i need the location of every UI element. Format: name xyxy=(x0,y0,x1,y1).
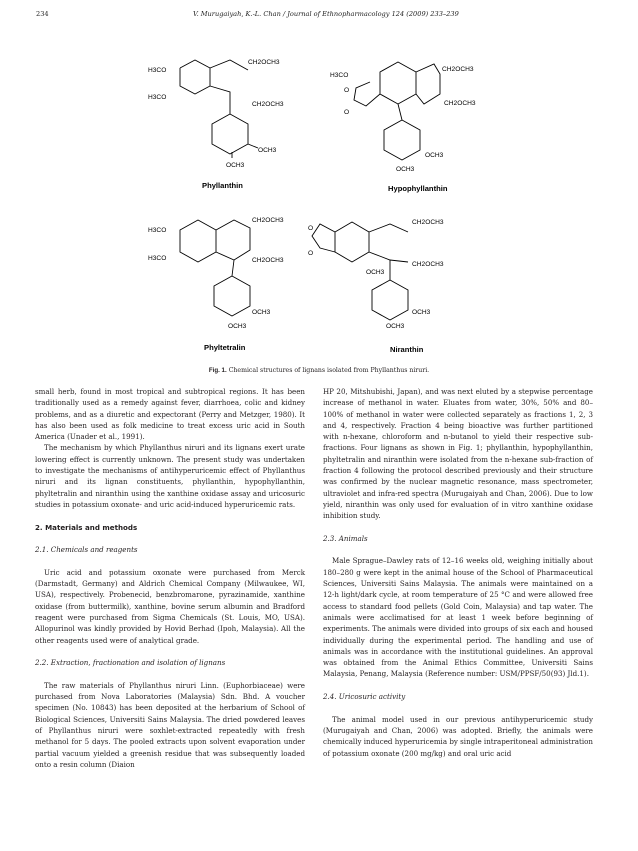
hypophyllanthin-group-7: OCH3 xyxy=(396,166,415,173)
phyllanthin-structure xyxy=(180,60,258,158)
running-header: V. Murugaiyah, K.-L. Chan / Journal of Ethnopharmacology 124 (2009) 233–239 xyxy=(193,10,459,18)
phyllanthin-group-1: H3CO xyxy=(148,67,167,74)
compound-label-hypophyllanthin: Hypophyllanthin xyxy=(388,184,448,193)
niranthin-group-7: OCH3 xyxy=(386,323,405,330)
phyllanthin-group-5: OCH3 xyxy=(258,147,277,154)
section-heading: 2. Materials and methods xyxy=(35,522,138,532)
niranthin-structure xyxy=(312,222,408,320)
niranthin-group-1: O xyxy=(308,225,314,232)
niranthin-group-4: CH2OCH3 xyxy=(412,261,444,268)
caption-label: Fig. 1. xyxy=(208,367,227,374)
hypophyllanthin-group-1: H3CO xyxy=(330,72,349,79)
paragraph: The animal model used in our previous antihyperuricemic study (Murugaiyah and Chan, 2006) was adopted. Briefly, the animals were chemically induced hyperuricemia by single intraperitoneal administration of potassium oxonate (200 mg/kg) and oral uric acid xyxy=(323,714,593,758)
hypophyllanthin-group-3: CH2OCH3 xyxy=(444,100,476,107)
paragraph: small herb, found in most tropical and subtropical regions. It has been traditionally used as a remedy against fever, diarrhoea, colic and kidney problems, and as a diuretic and expectorant (Perry and Metzger, 1980). It has also been used as folk medicine to treat excess uric acid in South America (Unader et al., 1991). xyxy=(35,387,305,442)
phyltetralin-group-6: OCH3 xyxy=(228,323,247,330)
niranthin-group-5: OCH3 xyxy=(366,269,385,276)
hypophyllanthin-group-6: OCH3 xyxy=(425,152,444,159)
phyllanthin-group-4: CH2OCH3 xyxy=(252,101,284,108)
niranthin-group-3: CH2OCH3 xyxy=(412,219,444,226)
niranthin-group-2: O xyxy=(308,250,314,257)
phyltetralin-group-4: CH2OCH3 xyxy=(252,257,284,264)
subsection-heading: 2.2. Extraction, fractionation and isolation of lignans xyxy=(35,658,226,668)
compound-label-phyllanthin: Phyllanthin xyxy=(202,181,243,190)
phyllanthin-group-2: H3CO xyxy=(148,94,167,101)
figure-caption xyxy=(0,367,638,374)
phyltetralin-group-2: H3CO xyxy=(148,255,167,262)
compound-label-phyltetralin: Phyltetralin xyxy=(204,343,246,352)
caption-text: Chemical structures of lignans isolated from Phyllanthus niruri. xyxy=(228,367,430,374)
phyltetralin-group-3: CH2OCH3 xyxy=(252,217,284,224)
compound-label-niranthin: Niranthin xyxy=(390,345,424,354)
niranthin-group-6: OCH3 xyxy=(412,309,431,316)
paragraph: Male Sprague–Dawley rats of 12–16 weeks old, weighing initially about 180–280 g were kept in the animal house of the School of Pharmaceutical Sciences, Universiti Sains Malaysia. The animals were maintained on a 12-h light/dark cycle, at room temperature of 25 °C and were allowed free access to standard food pellets (Gold Coin, Malaysia) and tap water. The animals were acclimatised for at least 1 week before beginning of experiments. The animals were divided into groups of six each and housed individually during the experimental period. The handling and use of animals was in accordance with the institutional guidelines. An approval was obtained from the Animal Ethics Committee, Universiti Sains Malaysia, Penang, Malaysia (Reference number: USM/PPSF/50(93) Jld.1). xyxy=(323,556,593,679)
phyltetralin-group-1: H3CO xyxy=(148,227,167,234)
right-column xyxy=(323,386,593,759)
paragraph: The mechanism by which Phyllanthus niruri and its lignans exert urate lowering effect is currently unknown. The present study was undertaken to investigate the mechanisms of antihyperuricemic effect of Phyllanthus niruri and its lignan constituents, phyllanthin, hypophyllanthin, phyltetralin and niranthin using the xanthine oxidase assay and uricosuric studies in potassium oxonate- and uric acid-induced hyperuricemic rats. xyxy=(35,443,305,509)
lignan-structures-figure xyxy=(140,52,490,362)
phyltetralin-group-5: OCH3 xyxy=(252,309,271,316)
subsection-heading: 2.3. Animals xyxy=(323,533,368,543)
subsection-heading: 2.1. Chemicals and reagents xyxy=(35,545,138,555)
paragraph: The raw materials of Phyllanthus niruri Linn. (Euphorbiaceae) were purchased from Nova Laboratories (Malaysia) Sdn. Bhd. A voucher specimen (No. 10843) has been deposited at the herbarium of School of Biological Sciences, Universiti Sains Malaysia. The dried powdered leaves of Phyllanthus niruri were soxhlet-extracted repeatedly with fresh methanol for 5 days. The pooled extracts upon solvent evaporation under partial vacuum yielded a greenish residue that was subsequently loaded onto a resin column (Diaion xyxy=(35,680,305,769)
page-number: 234 xyxy=(36,10,49,18)
phyltetralin-structure xyxy=(180,220,250,316)
phyllanthin-group-6: OCH3 xyxy=(226,162,245,169)
hypophyllanthin-group-5: O xyxy=(344,109,350,116)
paragraph: Uric acid and potassium oxonate were purchased from Merck (Darmstadt, Germany) and Aldrich Chemical Company (Milwaukee, WI, USA), respectively. Probenecid, benzbromarone, pyrazinamide, xanthine oxidase (from buttermilk), xanthine, bovine serum albumin and Bradford reagent were purchased from Sigma Chemicals (St. Louis, MO, USA). Allopurinol was kindly provided by Hovid Berhad (Ipoh, Malaysia). All the other reagents used were of analytical grade. xyxy=(35,567,305,645)
left-column xyxy=(35,386,305,770)
paragraph: HP 20, Mitshubishi, Japan), and was next eluted by a stepwise percentage increase of methanol in water. Eluates from water, 30%, 50% and 80–100% of methanol in water were collected separately as fractions 1, 2, 3 and 4, respectively. Fraction 4 being bioactive was further partitioned with n-hexane, chloroform and n-butanol to yield their respective sub-fractions. Four lignans as shown in Fig. 1; phyllanthin, hypophyllanthin, phyltetralin and niranthin were isolated from the n-hexane sub-fraction of fraction 4 following the protocol described previously and their structure was confirmed by the nuclear magnetic resonance, mass spectrometer, ultraviolet and infra-red spectra (Murugaiyah and Chan, 2006). Due to low yield, niranthin was only used for evaluation of in vitro xanthine oxidase inhibition study. xyxy=(323,387,593,521)
hypophyllanthin-group-2: CH2OCH3 xyxy=(442,66,474,73)
phyllanthin-group-3: CH2OCH3 xyxy=(248,59,280,66)
hypophyllanthin-structure xyxy=(354,62,440,160)
hypophyllanthin-group-4: O xyxy=(344,87,350,94)
subsection-heading: 2.4. Uricosuric activity xyxy=(323,692,406,702)
